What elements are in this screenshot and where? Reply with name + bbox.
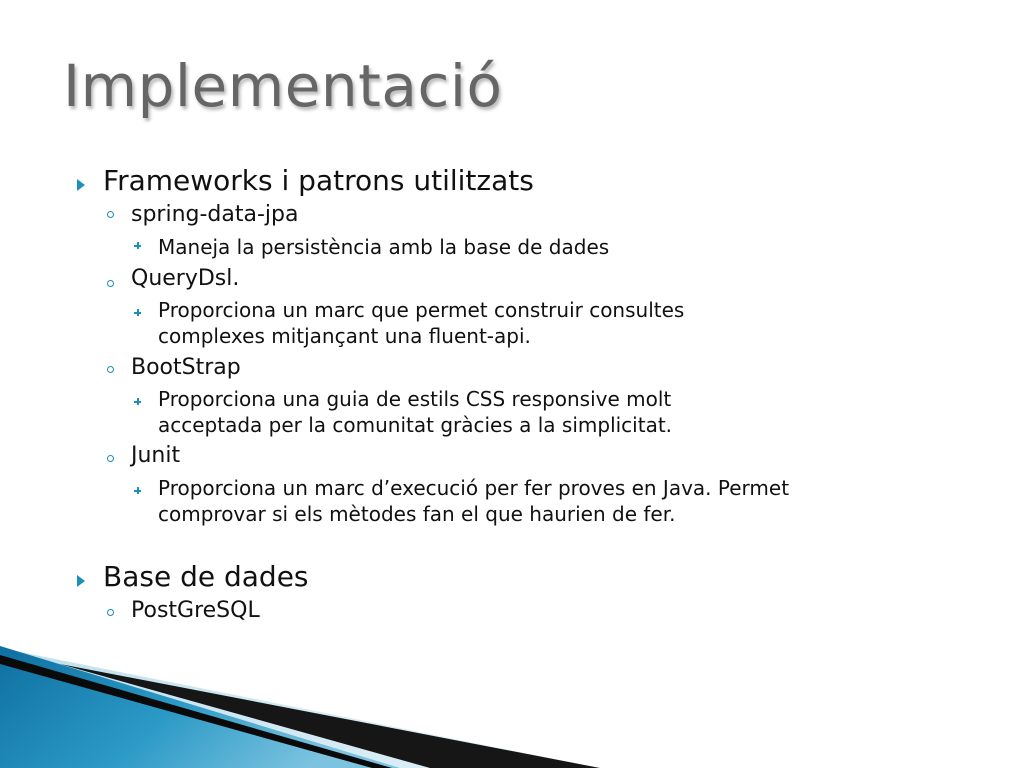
slide-title: Implementació <box>63 52 503 120</box>
list-item: Junit <box>131 443 181 468</box>
list-item-detail: acceptada per la comunitat gràcies a la simplicitat. <box>158 413 673 437</box>
list-item-detail: complexes mitjançant una fluent-api. <box>158 324 531 348</box>
list-item-detail: Proporciona un marc d’execució per fer proves en Java. Permet <box>158 476 790 500</box>
list-item-detail: comprovar si els mètodes fan el que haurien de fer. <box>158 502 676 526</box>
list-item: BootStrap <box>131 355 241 380</box>
section-heading: Base de dades <box>103 560 309 593</box>
list-item: QueryDsl. <box>131 266 240 291</box>
list-item: spring-data-jpa <box>131 202 299 227</box>
list-item-detail: Proporciona una guia de estils CSS responsive molt <box>158 387 672 411</box>
list-item: PostGreSQL <box>131 598 260 623</box>
list-item-detail: Maneja la persistència amb la base de dades <box>158 235 610 259</box>
list-item-detail: Proporciona un marc que permet construir consultes <box>158 298 685 322</box>
section-heading: Frameworks i patrons utilitzats <box>103 164 534 197</box>
